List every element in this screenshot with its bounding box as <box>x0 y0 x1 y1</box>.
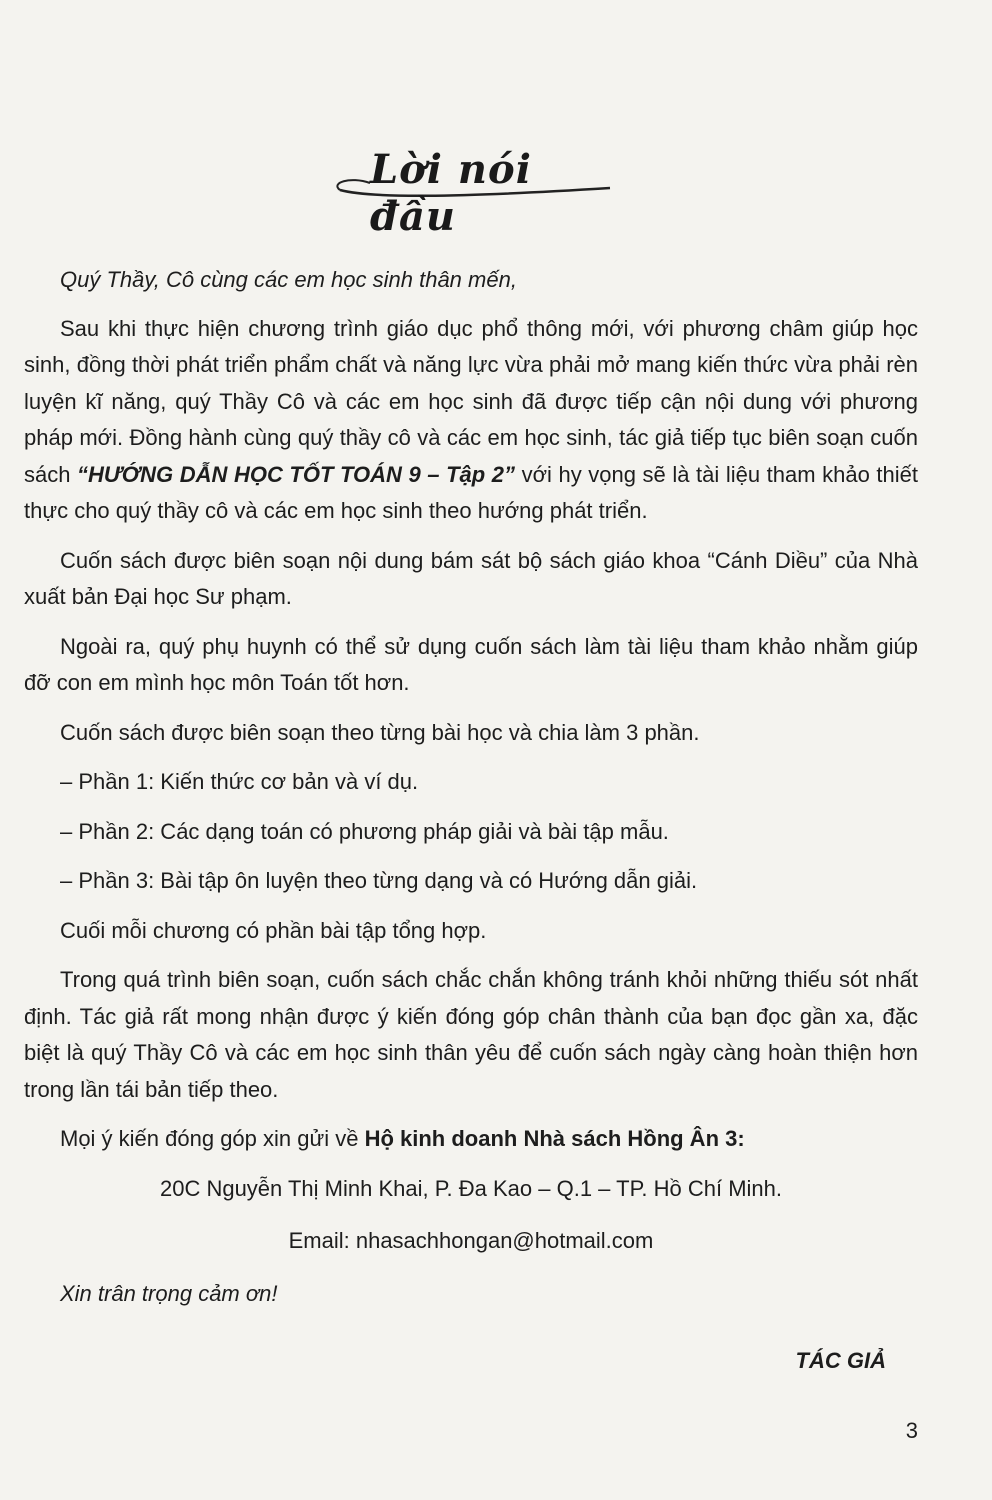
email: Email: nhasachhongan@hotmail.com <box>288 1228 654 1253</box>
paragraph-intro-text-b: với hy vọng sẽ là tài liệu tham khảo thiết thực cho quý thầy cô và các em học sinh theo hướng phát triển. <box>24 461 918 523</box>
author-signature: TÁC GIẢ <box>795 1348 886 1373</box>
part-item: – Phần 1: Kiến thức cơ bản và ví dụ. <box>60 769 419 794</box>
paragraph-exercises: Cuối mỗi chương có phần bài tập tổng hợp. <box>60 917 487 943</box>
preface-body <box>24 262 918 1312</box>
publisher-name: Hộ kinh doanh Nhà sách Hồng Ân 3: <box>364 1126 745 1151</box>
part-item: – Phần 2: Các dạng toán có phương pháp giải và bài tập mẫu. <box>60 818 669 844</box>
paragraph-intro-text-a: Sau khi thực hiện chương trình giáo dục phổ thông mới, với phương châm giúp học sinh, đồng thời phát triển phẩm chất và năng lực vừa phải mở mang kiến thức vừa phải rèn luyện kĩ năng, quý Thầy Cô và các em học sinh đã được tiếp cận nội dung với phương pháp mới. Đồng hành cùng quý thầy cô và các em học sinh, tác giả tiếp tục biên soạn cuốn sách <box>24 315 918 487</box>
paragraph-intro <box>24 311 918 530</box>
greeting: Quý Thầy, Cô cùng các em học sinh thân mến, <box>60 267 517 292</box>
thanks: Xin trân trọng cảm ơn! <box>60 1280 278 1306</box>
part-item: – Phần 3: Bài tập ôn luyện theo từng dạng và có Hướng dẫn giải. <box>60 868 698 893</box>
page-number: 3 <box>905 1418 918 1443</box>
contact-intro: Mọi ý kiến đóng góp xin gửi về <box>60 1126 365 1151</box>
book-title: “HƯỚNG DẪN HỌC TỐT TOÁN 9 – Tập 2” <box>77 461 515 487</box>
paragraph-feedback: Trong quá trình biên soạn, cuốn sách chắc chắn không tránh khỏi những thiếu sót nhất định. Tác giả rất mong nhận được ý kiến đóng góp chân thành của bạn đọc gần xa, đặc biệt là quý Thầy Cô và các em học sinh thân yêu để cuốn sách ngày càng hoàn thiện hơn trong lần tái bản tiếp theo. <box>24 967 918 1102</box>
paragraph-parents: Ngoài ra, quý phụ huynh có thể sử dụng cuốn sách làm tài liệu tham khảo nhằm giúp đỡ con em mình học môn Toán tốt hơn. <box>24 633 918 695</box>
contact-line <box>24 1121 918 1158</box>
paragraph-textbook: Cuốn sách được biên soạn nội dung bám sát bộ sách giáo khoa “Cánh Diều” của Nhà xuất bản Đại học Sư phạm. <box>24 547 918 609</box>
address: 20C Nguyễn Thị Minh Khai, P. Đa Kao – Q.1 – TP. Hồ Chí Minh. <box>159 1175 783 1201</box>
paragraph-structure: Cuốn sách được biên soạn theo từng bài học và chia làm 3 phần. <box>60 719 700 745</box>
title-block <box>330 128 630 240</box>
page-title: Lời nói đầu <box>370 146 532 240</box>
